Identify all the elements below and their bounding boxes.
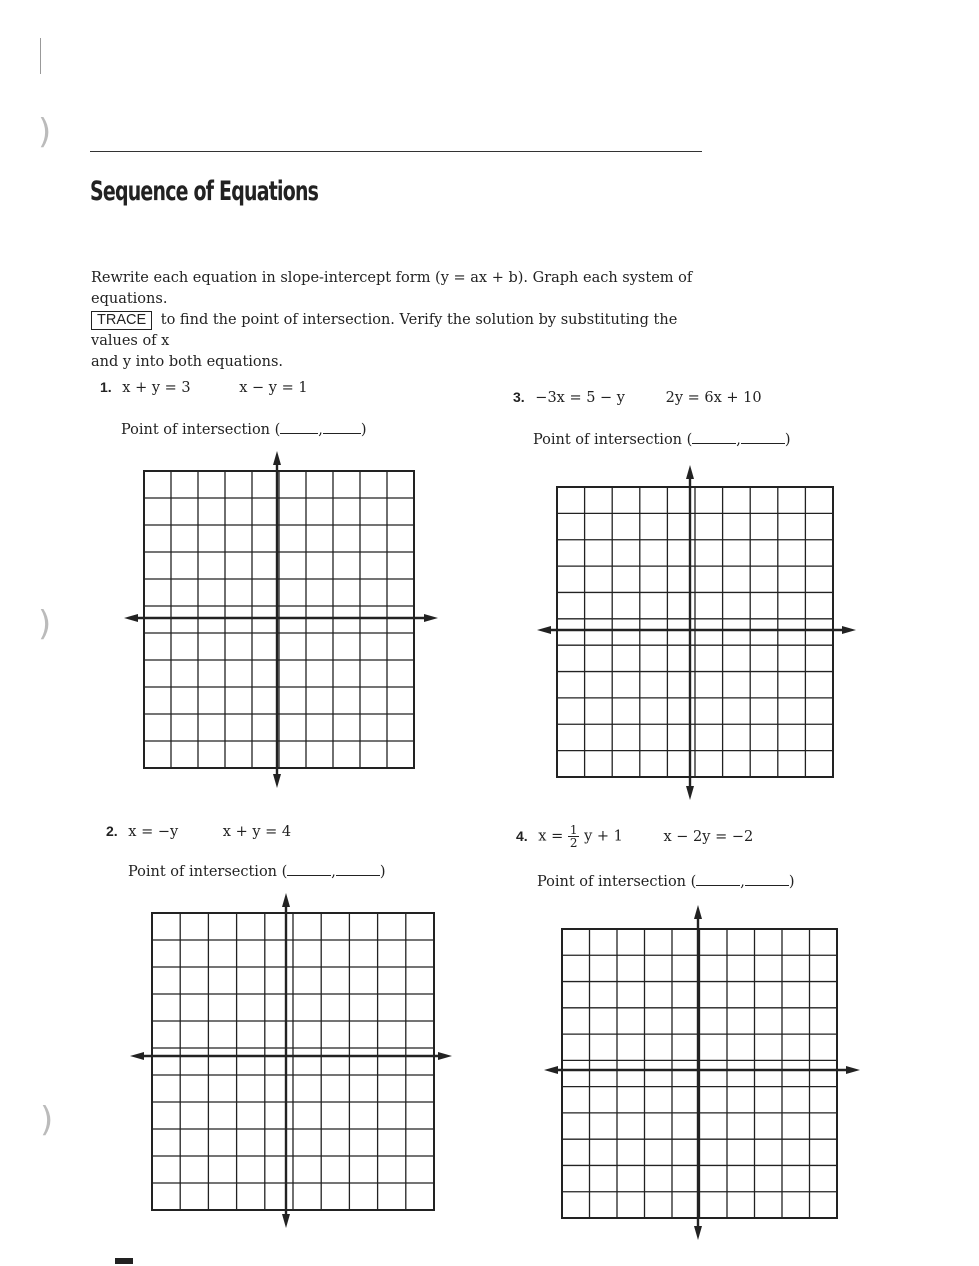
fraction-denominator: 2 xyxy=(569,836,578,850)
publisher-logo xyxy=(115,1258,133,1264)
poi-sep: , xyxy=(331,864,336,880)
instructions-line-2: to find the point of intersection. Verify the solution by substituting the values of x xyxy=(91,312,678,349)
equation-1: x = −y xyxy=(128,824,179,840)
poi-label: Point of intersection ( xyxy=(121,422,281,438)
problem-number: 1. xyxy=(100,379,112,395)
fraction-numerator: 1 xyxy=(569,823,578,837)
binder-hole-bottom: ) xyxy=(40,1100,54,1140)
equation-1: x + y = 3 xyxy=(122,380,191,396)
poi-close: ) xyxy=(788,874,795,890)
poi-label: Point of intersection ( xyxy=(537,874,697,890)
poi-sep: , xyxy=(736,432,741,448)
equation-2: x − y = 1 xyxy=(239,380,308,396)
y-axis-arrow-up-icon xyxy=(694,905,702,919)
problem-number: 4. xyxy=(516,827,528,844)
binder-hole-middle: ) xyxy=(38,604,52,644)
x-axis-arrow-left-icon xyxy=(544,1066,558,1074)
instructions-line-1: Rewrite each equation in slope-intercept form (y = ax + b). Graph each system of equations. xyxy=(91,270,693,307)
poi-sep: , xyxy=(740,874,745,890)
poi-close: ) xyxy=(784,432,791,448)
poi-label: Point of intersection ( xyxy=(128,864,288,880)
poi-close: ) xyxy=(379,864,386,880)
instructions-line-3: and y into both equations. xyxy=(91,354,284,370)
equation-2: 2y = 6x + 10 xyxy=(665,390,762,406)
problem-number: 2. xyxy=(106,823,118,839)
trace-key-icon: TRACE xyxy=(91,311,152,330)
poi-sep: , xyxy=(318,422,323,438)
poi-close: ) xyxy=(360,422,367,438)
equation-2: x + y = 4 xyxy=(222,824,292,840)
equation-1-prefix: x = xyxy=(538,828,564,845)
equation-1: −3x = 5 − y xyxy=(535,390,626,406)
y-axis-arrow-down-icon xyxy=(694,1226,702,1240)
equation-1-suffix: y + 1 xyxy=(584,828,623,845)
binder-hole-top: ) xyxy=(38,112,52,152)
x-axis-arrow-right-icon xyxy=(846,1066,860,1074)
poi-label: Point of intersection ( xyxy=(533,432,693,448)
page-title: Sequence of Equations xyxy=(90,176,319,207)
equation-2: x − 2y = −2 xyxy=(663,828,754,845)
problem-number: 3. xyxy=(513,389,525,405)
